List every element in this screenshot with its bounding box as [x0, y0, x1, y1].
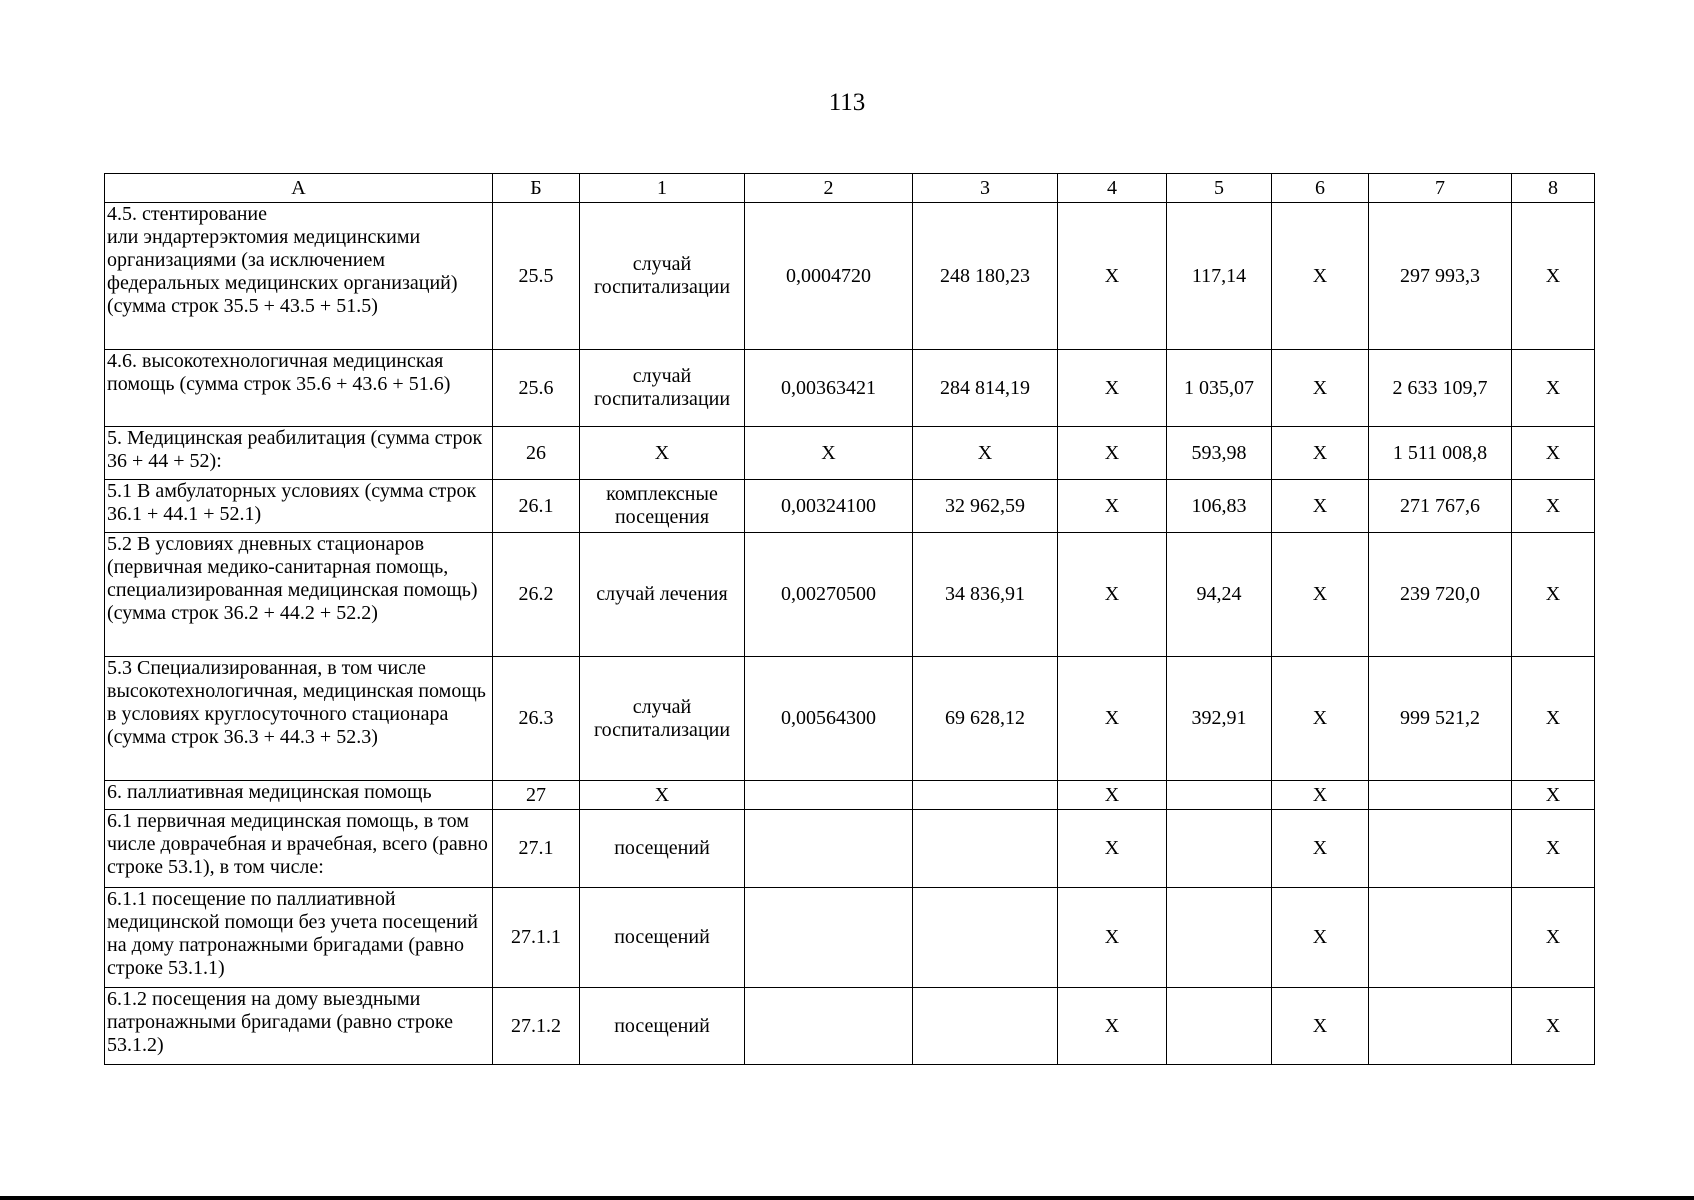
col-header-7: 7: [1369, 174, 1512, 203]
row-line-number: 27: [493, 781, 580, 810]
cell-col-6: Х: [1272, 888, 1369, 988]
cell-col-5: 593,98: [1167, 427, 1272, 480]
cell-col-5: [1167, 781, 1272, 810]
row-unit: посещений: [580, 810, 745, 888]
cell-col-8: Х: [1512, 480, 1595, 533]
cell-col-5: 117,14: [1167, 203, 1272, 350]
row-label: 6. паллиативная медицинская помощь: [105, 781, 493, 810]
cell-col-6: Х: [1272, 988, 1369, 1065]
cell-col-6: Х: [1272, 480, 1369, 533]
cell-col-6: Х: [1272, 427, 1369, 480]
cell-col-4: Х: [1058, 533, 1167, 657]
cell-col-5: 94,24: [1167, 533, 1272, 657]
cell-col-3: [913, 888, 1058, 988]
cell-col-6: Х: [1272, 781, 1369, 810]
cell-col-8: Х: [1512, 533, 1595, 657]
cell-col-4: Х: [1058, 657, 1167, 781]
cell-col-7: [1369, 810, 1512, 888]
cell-col-2: 0,0004720: [745, 203, 913, 350]
row-label: 4.5. стентирование или эндартерэктомия медицинскими организациями (за исключением федеральных медицинских организаций) (сумма строк 35.5 + 43.5 + 51.5): [105, 203, 493, 350]
cell-col-6: Х: [1272, 533, 1369, 657]
cell-col-2: 0,00324100: [745, 480, 913, 533]
row-line-number: 25.6: [493, 350, 580, 427]
table-row: [105, 888, 1595, 988]
cell-col-3: 32 962,59: [913, 480, 1058, 533]
row-unit: посещений: [580, 888, 745, 988]
cell-col-7: 297 993,3: [1369, 203, 1512, 350]
table-row: [105, 350, 1595, 427]
cell-col-3: [913, 810, 1058, 888]
cell-col-4: Х: [1058, 427, 1167, 480]
cell-col-8: Х: [1512, 781, 1595, 810]
cell-col-7: 271 767,6: [1369, 480, 1512, 533]
cell-col-6: Х: [1272, 350, 1369, 427]
table-row: [105, 988, 1595, 1065]
cell-col-2: [745, 781, 913, 810]
cell-col-8: Х: [1512, 350, 1595, 427]
col-header-4: 4: [1058, 174, 1167, 203]
cell-col-5: 1 035,07: [1167, 350, 1272, 427]
cell-col-5: [1167, 810, 1272, 888]
row-line-number: 26.1: [493, 480, 580, 533]
cell-col-7: 1 511 008,8: [1369, 427, 1512, 480]
row-unit: случай лечения: [580, 533, 745, 657]
cell-col-2: [745, 810, 913, 888]
row-line-number: 27.1: [493, 810, 580, 888]
header-row: [105, 174, 1595, 203]
cell-col-3: 248 180,23: [913, 203, 1058, 350]
cell-col-8: Х: [1512, 657, 1595, 781]
cell-col-2: 0,00564300: [745, 657, 913, 781]
col-header-2: 2: [745, 174, 913, 203]
cell-col-6: Х: [1272, 810, 1369, 888]
col-header-5: 5: [1167, 174, 1272, 203]
row-label: 6.1 первичная медицинская помощь, в том числе доврачебная и врачебная, всего (равно строке 53.1), в том числе:: [105, 810, 493, 888]
cell-col-4: Х: [1058, 781, 1167, 810]
row-line-number: 26: [493, 427, 580, 480]
cell-col-2: [745, 988, 913, 1065]
cell-col-8: Х: [1512, 888, 1595, 988]
row-unit: посещений: [580, 988, 745, 1065]
table-row: [105, 427, 1595, 480]
cell-col-4: Х: [1058, 810, 1167, 888]
cell-col-5: 106,83: [1167, 480, 1272, 533]
row-unit: случай госпитализации: [580, 657, 745, 781]
page-number: 113: [828, 89, 866, 116]
cell-col-2: [745, 888, 913, 988]
row-label: 4.6. высокотехнологичная медицинская помощь (сумма строк 35.6 + 43.6 + 51.6): [105, 350, 493, 427]
row-label: 6.1.1 посещение по паллиативной медицинской помощи без учета посещений на дому патронажными бригадами (равно строке 53.1.1): [105, 888, 493, 988]
cell-col-5: [1167, 988, 1272, 1065]
cell-col-2: Х: [745, 427, 913, 480]
cell-col-3: [913, 781, 1058, 810]
cell-col-3: Х: [913, 427, 1058, 480]
row-label: 5.3 Специализированная, в том числе высокотехнологичная, медицинская помощь в условиях круглосуточного стационара (сумма строк 36.3 + 44.3 + 52.3): [105, 657, 493, 781]
row-line-number: 26.3: [493, 657, 580, 781]
cell-col-7: 999 521,2: [1369, 657, 1512, 781]
cell-col-5: [1167, 888, 1272, 988]
col-header-b: Б: [493, 174, 580, 203]
cell-col-8: Х: [1512, 988, 1595, 1065]
cell-col-4: Х: [1058, 350, 1167, 427]
col-header-a: А: [105, 174, 493, 203]
table-row: [105, 480, 1595, 533]
row-unit: случай госпитализации: [580, 203, 745, 350]
cell-col-8: Х: [1512, 203, 1595, 350]
cell-col-5: 392,91: [1167, 657, 1272, 781]
cell-col-2: 0,00270500: [745, 533, 913, 657]
row-line-number: 25.5: [493, 203, 580, 350]
cell-col-2: 0,00363421: [745, 350, 913, 427]
table-row: [105, 533, 1595, 657]
col-header-8: 8: [1512, 174, 1595, 203]
row-unit: комплексные посещения: [580, 480, 745, 533]
cell-col-7: 2 633 109,7: [1369, 350, 1512, 427]
cell-col-3: 34 836,91: [913, 533, 1058, 657]
table-row: [105, 203, 1595, 350]
cell-col-8: Х: [1512, 427, 1595, 480]
table-row: [105, 810, 1595, 888]
row-unit: Х: [580, 781, 745, 810]
cell-col-4: Х: [1058, 988, 1167, 1065]
cell-col-4: Х: [1058, 203, 1167, 350]
cell-col-3: [913, 988, 1058, 1065]
cell-col-6: Х: [1272, 657, 1369, 781]
cell-col-3: 69 628,12: [913, 657, 1058, 781]
cell-col-7: 239 720,0: [1369, 533, 1512, 657]
cell-col-4: Х: [1058, 480, 1167, 533]
row-line-number: 27.1.1: [493, 888, 580, 988]
table-row: [105, 657, 1595, 781]
col-header-1: 1: [580, 174, 745, 203]
cell-col-7: [1369, 781, 1512, 810]
row-label: 5.2 В условиях дневных стационаров (первичная медико-санитарная помощь, специализированная медицинская помощь) (сумма строк 36.2 + 44.2 + 52.2): [105, 533, 493, 657]
cell-col-8: Х: [1512, 810, 1595, 888]
row-unit: Х: [580, 427, 745, 480]
col-header-3: 3: [913, 174, 1058, 203]
row-unit: случай госпитализации: [580, 350, 745, 427]
cell-col-6: Х: [1272, 203, 1369, 350]
row-line-number: 26.2: [493, 533, 580, 657]
row-label: 5.1 В амбулаторных условиях (сумма строк 36.1 + 44.1 + 52.1): [105, 480, 493, 533]
data-table: [104, 173, 1595, 1065]
cell-col-7: [1369, 888, 1512, 988]
row-label: 5. Медицинская реабилитация (сумма строк 36 + 44 + 52):: [105, 427, 493, 480]
col-header-6: 6: [1272, 174, 1369, 203]
cell-col-7: [1369, 988, 1512, 1065]
table-row: [105, 781, 1595, 810]
cell-col-3: 284 814,19: [913, 350, 1058, 427]
bottom-scan-border: [0, 1196, 1694, 1200]
cell-col-4: Х: [1058, 888, 1167, 988]
row-label: 6.1.2 посещения на дому выездными патронажными бригадами (равно строке 53.1.2): [105, 988, 493, 1065]
row-line-number: 27.1.2: [493, 988, 580, 1065]
